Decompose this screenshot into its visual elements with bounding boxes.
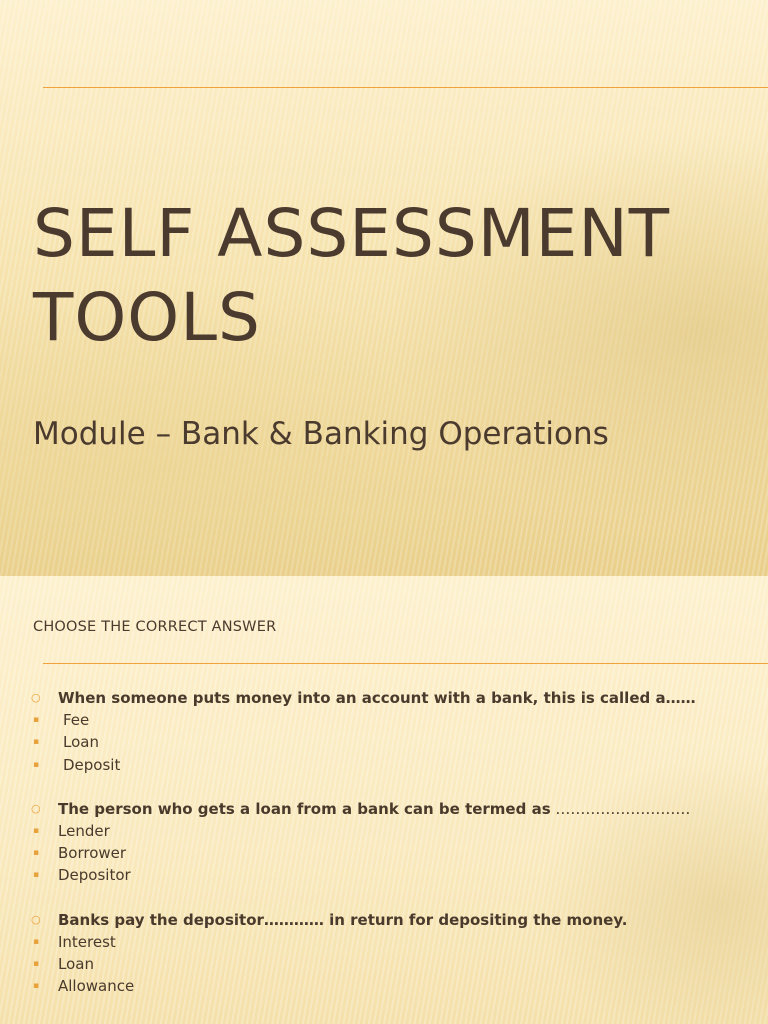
- square-bullet-icon: ▪: [33, 958, 40, 969]
- answer-option: [0, 731, 768, 753]
- circle-bullet-icon: ○: [31, 912, 41, 926]
- square-bullet-icon: ▪: [33, 848, 40, 859]
- square-bullet-icon: ▪: [33, 825, 40, 836]
- option-label: Deposit: [63, 755, 121, 774]
- title-line-2: TOOLS: [33, 279, 261, 356]
- square-bullet-icon: ▪: [33, 715, 40, 726]
- question-text: [0, 798, 768, 820]
- option-label: Fee: [63, 711, 90, 730]
- answer-option: [0, 820, 768, 842]
- title-line-1: SELF ASSESSMENT: [33, 195, 671, 272]
- option-label: Loan: [58, 954, 94, 973]
- question-text: [0, 909, 768, 931]
- answer-option: [0, 975, 768, 997]
- answer-option: [0, 842, 768, 864]
- quiz-slide: [0, 576, 768, 1024]
- circle-bullet-icon: ○: [31, 691, 41, 704]
- answer-option: [0, 709, 768, 731]
- square-bullet-icon: ▪: [33, 981, 40, 992]
- heading-rule: [43, 663, 768, 664]
- question-1: [0, 687, 768, 776]
- slide-subtitle: Module – Bank & Banking Operations: [33, 416, 609, 452]
- answer-option: [0, 931, 768, 953]
- circle-bullet-icon: ○: [31, 801, 41, 815]
- option-label: Lender: [58, 821, 110, 840]
- top-rule: [43, 87, 768, 88]
- quiz-heading: CHOOSE THE CORRECT ANSWER: [33, 619, 277, 635]
- question-blank: ………………………: [550, 799, 691, 818]
- option-label: Allowance: [58, 977, 135, 996]
- question-label: When someone puts money into an account with a bank, this is called a……: [58, 689, 696, 707]
- question-label: The person who gets a loan from a bank can be termed as: [58, 799, 551, 818]
- option-label: Loan: [63, 733, 99, 752]
- square-bullet-icon: ▪: [33, 936, 40, 947]
- question-3: [0, 909, 768, 998]
- answer-option: [0, 953, 768, 975]
- option-label: Borrower: [58, 844, 127, 863]
- option-label: Interest: [58, 932, 116, 951]
- answer-option: [0, 754, 768, 776]
- answer-option: [0, 864, 768, 886]
- question-label: Banks pay the depositor………… in return for depositing the money.: [58, 910, 628, 929]
- square-bullet-icon: ▪: [33, 737, 40, 748]
- square-bullet-icon: ▪: [33, 759, 40, 770]
- square-bullet-icon: ▪: [33, 870, 40, 881]
- slide-title: [33, 192, 753, 360]
- question-list: [0, 687, 768, 1019]
- question-text: [0, 687, 768, 709]
- option-label: Depositor: [58, 866, 131, 885]
- question-2: [0, 798, 768, 887]
